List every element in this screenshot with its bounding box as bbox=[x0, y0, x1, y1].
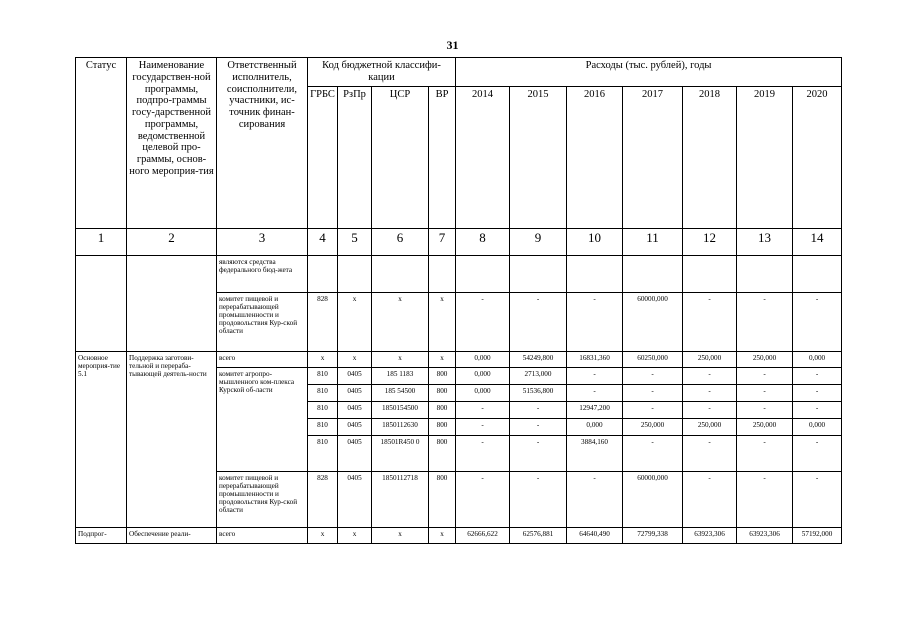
value-2016: - bbox=[567, 292, 623, 351]
value-2020: - bbox=[793, 292, 842, 351]
header-name: Наименование государствен-ной программы, подпро-граммы госу-дарственной программы, ведомственной целевой про-граммы, основ-ного мероприя-тия bbox=[127, 58, 217, 229]
column-number: 2 bbox=[127, 228, 217, 255]
value-2018: 250,000 bbox=[683, 351, 737, 367]
column-number: 7 bbox=[429, 228, 456, 255]
header-year-2015: 2015 bbox=[510, 86, 567, 228]
value-2020: - bbox=[793, 435, 842, 471]
name-cell: Обеспечение реали- bbox=[127, 527, 217, 543]
value-2014: 0,000 bbox=[456, 384, 510, 401]
value-2018: - bbox=[683, 292, 737, 351]
page-number: 31 bbox=[446, 38, 459, 52]
value-2015: 54249,800 bbox=[510, 351, 567, 367]
column-number: 3 bbox=[217, 228, 308, 255]
value-2019: - bbox=[737, 471, 793, 527]
value-2016: 3884,160 bbox=[567, 435, 623, 471]
value-2017: 60000,000 bbox=[623, 471, 683, 527]
vr-cell: 800 bbox=[429, 367, 456, 384]
value-2015: - bbox=[510, 418, 567, 435]
header-csr: ЦСР bbox=[372, 86, 429, 228]
vr-cell: х bbox=[429, 527, 456, 543]
header-year-2014: 2014 bbox=[456, 86, 510, 228]
header-year-2017: 2017 bbox=[623, 86, 683, 228]
value-2019: - bbox=[737, 367, 793, 384]
rzpr-cell: 0405 bbox=[338, 471, 372, 527]
csr-cell: 1850154500 bbox=[372, 401, 429, 418]
value-2016: - bbox=[567, 384, 623, 401]
grbs-cell: 810 bbox=[308, 435, 338, 471]
csr-cell: 185 1183 bbox=[372, 367, 429, 384]
value-2016: 64640,490 bbox=[567, 527, 623, 543]
csr-cell: 1850112630 bbox=[372, 418, 429, 435]
value-2018: 250,000 bbox=[683, 418, 737, 435]
column-number: 12 bbox=[683, 228, 737, 255]
csr-cell: 1850112718 bbox=[372, 471, 429, 527]
column-number: 8 bbox=[456, 228, 510, 255]
column-number: 14 bbox=[793, 228, 842, 255]
value-2020: - bbox=[793, 384, 842, 401]
rzpr-cell: х bbox=[338, 527, 372, 543]
header-grbs: ГРБС bbox=[308, 86, 338, 228]
csr-cell: 18501R450 0 bbox=[372, 435, 429, 471]
rzpr-cell: 0405 bbox=[338, 401, 372, 418]
header-year-2020: 2020 bbox=[793, 86, 842, 228]
value-2017: - bbox=[623, 435, 683, 471]
grbs-cell: 810 bbox=[308, 418, 338, 435]
value-2016: 0,000 bbox=[567, 418, 623, 435]
column-number: 5 bbox=[338, 228, 372, 255]
column-number: 1 bbox=[76, 228, 127, 255]
value-2019: 250,000 bbox=[737, 418, 793, 435]
column-number: 6 bbox=[372, 228, 429, 255]
header-row-1 bbox=[76, 58, 842, 87]
value-2018: - bbox=[683, 435, 737, 471]
rzpr-cell: 0405 bbox=[338, 367, 372, 384]
grbs-cell: х bbox=[308, 527, 338, 543]
value-2019: - bbox=[737, 384, 793, 401]
status-cell: Основное мероприя-тие 5.1 bbox=[76, 351, 127, 527]
value-2019: 63923,306 bbox=[737, 527, 793, 543]
value-2019: - bbox=[737, 401, 793, 418]
value-2019: - bbox=[737, 435, 793, 471]
value-2014: 62666,622 bbox=[456, 527, 510, 543]
column-number: 11 bbox=[623, 228, 683, 255]
grbs-cell: х bbox=[308, 351, 338, 367]
csr-cell: х bbox=[372, 351, 429, 367]
header-rzpr: РзПр bbox=[338, 86, 372, 228]
value-2017: - bbox=[623, 367, 683, 384]
value-2018: - bbox=[683, 384, 737, 401]
value-2014: - bbox=[456, 418, 510, 435]
source-cell: комитет агропро-мышленного ком-плекса Курской об-ласти bbox=[217, 367, 308, 471]
value-2014: 0,000 bbox=[456, 351, 510, 367]
value-2018: 63923,306 bbox=[683, 527, 737, 543]
value-2017: 60250,000 bbox=[623, 351, 683, 367]
header-vr: ВР bbox=[429, 86, 456, 228]
source-cell: комитет пищевой и перерабатывающей промышленности и продовольствия Кур-ской области bbox=[217, 471, 308, 527]
name-cell: Поддержка заготови-тельной и перераба-тывающей деятель-ности bbox=[127, 351, 217, 527]
value-2015: - bbox=[510, 401, 567, 418]
vr-cell: 800 bbox=[429, 418, 456, 435]
column-number: 4 bbox=[308, 228, 338, 255]
vr-cell: х bbox=[429, 351, 456, 367]
rzpr-cell: 0405 bbox=[338, 418, 372, 435]
value-2015: 2713,000 bbox=[510, 367, 567, 384]
value-2016: 16831,360 bbox=[567, 351, 623, 367]
csr-cell: 185 54500 bbox=[372, 384, 429, 401]
vr-cell: 800 bbox=[429, 471, 456, 527]
value-2020: 0,000 bbox=[793, 418, 842, 435]
header-expenses: Расходы (тыс. рублей), годы bbox=[456, 58, 842, 87]
source-cell: комитет пищевой и перерабатывающей промышленности и продовольствия Кур-ской области bbox=[217, 292, 308, 351]
column-number: 13 bbox=[737, 228, 793, 255]
vr-cell: х bbox=[429, 292, 456, 351]
source-cell: являются средства федерального бюд-жета bbox=[217, 255, 308, 292]
header-year-2016: 2016 bbox=[567, 86, 623, 228]
table-row bbox=[76, 351, 842, 367]
value-2014: - bbox=[456, 471, 510, 527]
value-2017: 72799,338 bbox=[623, 527, 683, 543]
value-2018: - bbox=[683, 367, 737, 384]
rzpr-cell: х bbox=[338, 351, 372, 367]
rzpr-cell: х bbox=[338, 292, 372, 351]
column-number-row bbox=[76, 228, 842, 255]
grbs-cell: 810 bbox=[308, 367, 338, 384]
column-number: 10 bbox=[567, 228, 623, 255]
value-2014: - bbox=[456, 292, 510, 351]
source-cell: всего bbox=[217, 527, 308, 543]
value-2019: - bbox=[737, 292, 793, 351]
vr-cell: 800 bbox=[429, 435, 456, 471]
rzpr-cell: 0405 bbox=[338, 384, 372, 401]
column-number: 9 bbox=[510, 228, 567, 255]
header-year-2018: 2018 bbox=[683, 86, 737, 228]
source-cell: всего bbox=[217, 351, 308, 367]
status-cell bbox=[76, 255, 127, 351]
name-cell bbox=[127, 255, 217, 351]
value-2016: 12947,200 bbox=[567, 401, 623, 418]
value-2017: - bbox=[623, 401, 683, 418]
value-2017: 60000,000 bbox=[623, 292, 683, 351]
csr-cell: х bbox=[372, 292, 429, 351]
value-2015: - bbox=[510, 435, 567, 471]
budget-table bbox=[75, 57, 842, 544]
value-2020: 57192,000 bbox=[793, 527, 842, 543]
value-2020: - bbox=[793, 471, 842, 527]
grbs-cell: 828 bbox=[308, 471, 338, 527]
table-row bbox=[76, 527, 842, 543]
grbs-cell: 810 bbox=[308, 401, 338, 418]
value-2014: - bbox=[456, 435, 510, 471]
value-2017: 250,000 bbox=[623, 418, 683, 435]
header-year-2019: 2019 bbox=[737, 86, 793, 228]
value-2015: - bbox=[510, 292, 567, 351]
rzpr-cell: 0405 bbox=[338, 435, 372, 471]
value-2017: - bbox=[623, 384, 683, 401]
value-2020: - bbox=[793, 401, 842, 418]
grbs-cell: 828 bbox=[308, 292, 338, 351]
value-2015: 51536,800 bbox=[510, 384, 567, 401]
value-2014: 0,000 bbox=[456, 367, 510, 384]
value-2015: - bbox=[510, 471, 567, 527]
vr-cell: 800 bbox=[429, 384, 456, 401]
value-2019: 250,000 bbox=[737, 351, 793, 367]
value-2014: - bbox=[456, 401, 510, 418]
value-2020: 0,000 bbox=[793, 351, 842, 367]
value-2018: - bbox=[683, 401, 737, 418]
header-budget-code: Код бюджетной классифи-кации bbox=[308, 58, 456, 87]
value-2020: - bbox=[793, 367, 842, 384]
value-2016: - bbox=[567, 367, 623, 384]
grbs-cell: 810 bbox=[308, 384, 338, 401]
value-2015: 62576,881 bbox=[510, 527, 567, 543]
header-status: Статус bbox=[76, 58, 127, 229]
header-responsible: Ответственный исполнитель, соисполнители, участники, ис-точник финан-сирования bbox=[217, 58, 308, 229]
status-cell: Подпрог- bbox=[76, 527, 127, 543]
vr-cell: 800 bbox=[429, 401, 456, 418]
table-row bbox=[76, 255, 842, 292]
value-2018: - bbox=[683, 471, 737, 527]
value-2016: - bbox=[567, 471, 623, 527]
csr-cell: х bbox=[372, 527, 429, 543]
